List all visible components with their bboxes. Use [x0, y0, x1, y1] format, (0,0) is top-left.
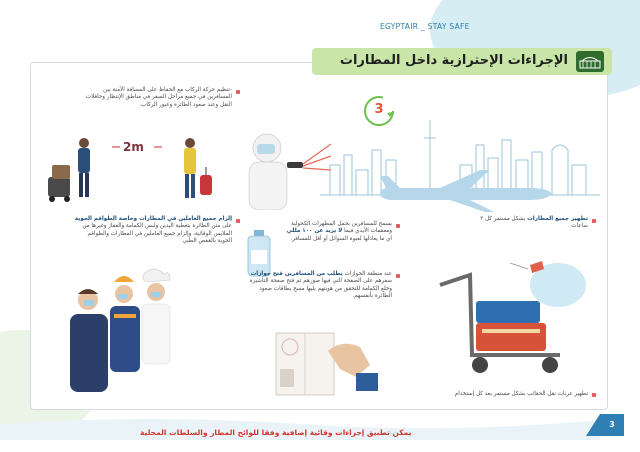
airport-skyline-illustration [320, 110, 600, 215]
disinfection-text [470, 216, 588, 231]
page-number: 3 [600, 414, 624, 436]
sanitizer-text-body: يسمح للمسافرين بحمل المطهرات الكحولية ومعقمات الأيدي فيما [290, 221, 392, 235]
disinfection-worker-illustration [243, 122, 333, 210]
airport-icon [576, 51, 604, 72]
footer-note: يمكن تطبيق إجراءات وقائية إضافية وفقا للوائح المطار والسلطات المحلية [140, 428, 412, 437]
page-title: الإجراءات الإحترازية داخل المطارات [339, 53, 568, 68]
trolley-text: تطهير عربات نقل الحقائب بشكل مستمر بعد كل إستخدام [454, 391, 588, 397]
luggage-trolley-illustration [430, 245, 590, 385]
passport-text-bold: يطلب من المسافرين فتح جوازات [250, 271, 343, 277]
passport-text-body2: سفرهم على الصفحة التي فيها صورهم ثم فتح صفحة التأشيرة وخلع الكمامة للتحقق من هويتهم يليها مسح بطاقات صعود الطائرة بأنفسهم. [249, 278, 392, 300]
airport-staff-illustration [58, 262, 188, 402]
staff-text-body: على متن الطائرة بتغطية اليدين ولبس الكمامة والقفاز وغيرها من الملابس الوقائية، وإلزام جميع العاملين في المطارات والطواقم الجوية بالقفص الطبي [82, 223, 232, 245]
disinfection-bullet [592, 219, 596, 223]
brand-label: EGYPTAIR _ STAY SAFE [380, 22, 470, 31]
staff-text-bold: إلزام جميع العاملين في المطارات وخاصة الطواقم الجوية [74, 216, 232, 222]
disinfection-text-bold: تطهير جميع المطارات [527, 216, 588, 222]
step-number-badge [363, 95, 395, 127]
step-number: 3 [374, 102, 384, 117]
passport-text-body: عند منطقة الجوازات [344, 271, 392, 277]
passport-illustration [270, 325, 380, 400]
sanitizer-bullet [396, 224, 400, 228]
sanitizer-text-body2: أي ما يعادلها لعبوة السوائل أو أقل للمسافر. [290, 235, 392, 242]
trolley-bullet [592, 393, 596, 397]
sanitizer-text [284, 221, 392, 243]
passport-text [246, 271, 392, 301]
disinfection-text-body: بشكل مستمر كل ٣ ساعات [480, 216, 588, 230]
passport-bullet [396, 274, 400, 278]
distancing-text: -تنظيم حركة الركاب مع الحفاظ على المسافة الآمنة بين المسافرين في جميع مراحل السفر في مناطق الإنتظار وحافلات النقل وعند صعود الطائرة وعبور الركاب. [85, 87, 232, 108]
staff-text [72, 216, 232, 246]
title-bar [312, 48, 612, 75]
staff-bullet [236, 219, 240, 223]
sanitizer-text-bold: لا يزيد عن ١٠٠ مللي [286, 228, 343, 235]
distance-label: 2m [123, 140, 144, 154]
page-number-tail [586, 414, 600, 436]
distancing-bullet [236, 90, 240, 94]
